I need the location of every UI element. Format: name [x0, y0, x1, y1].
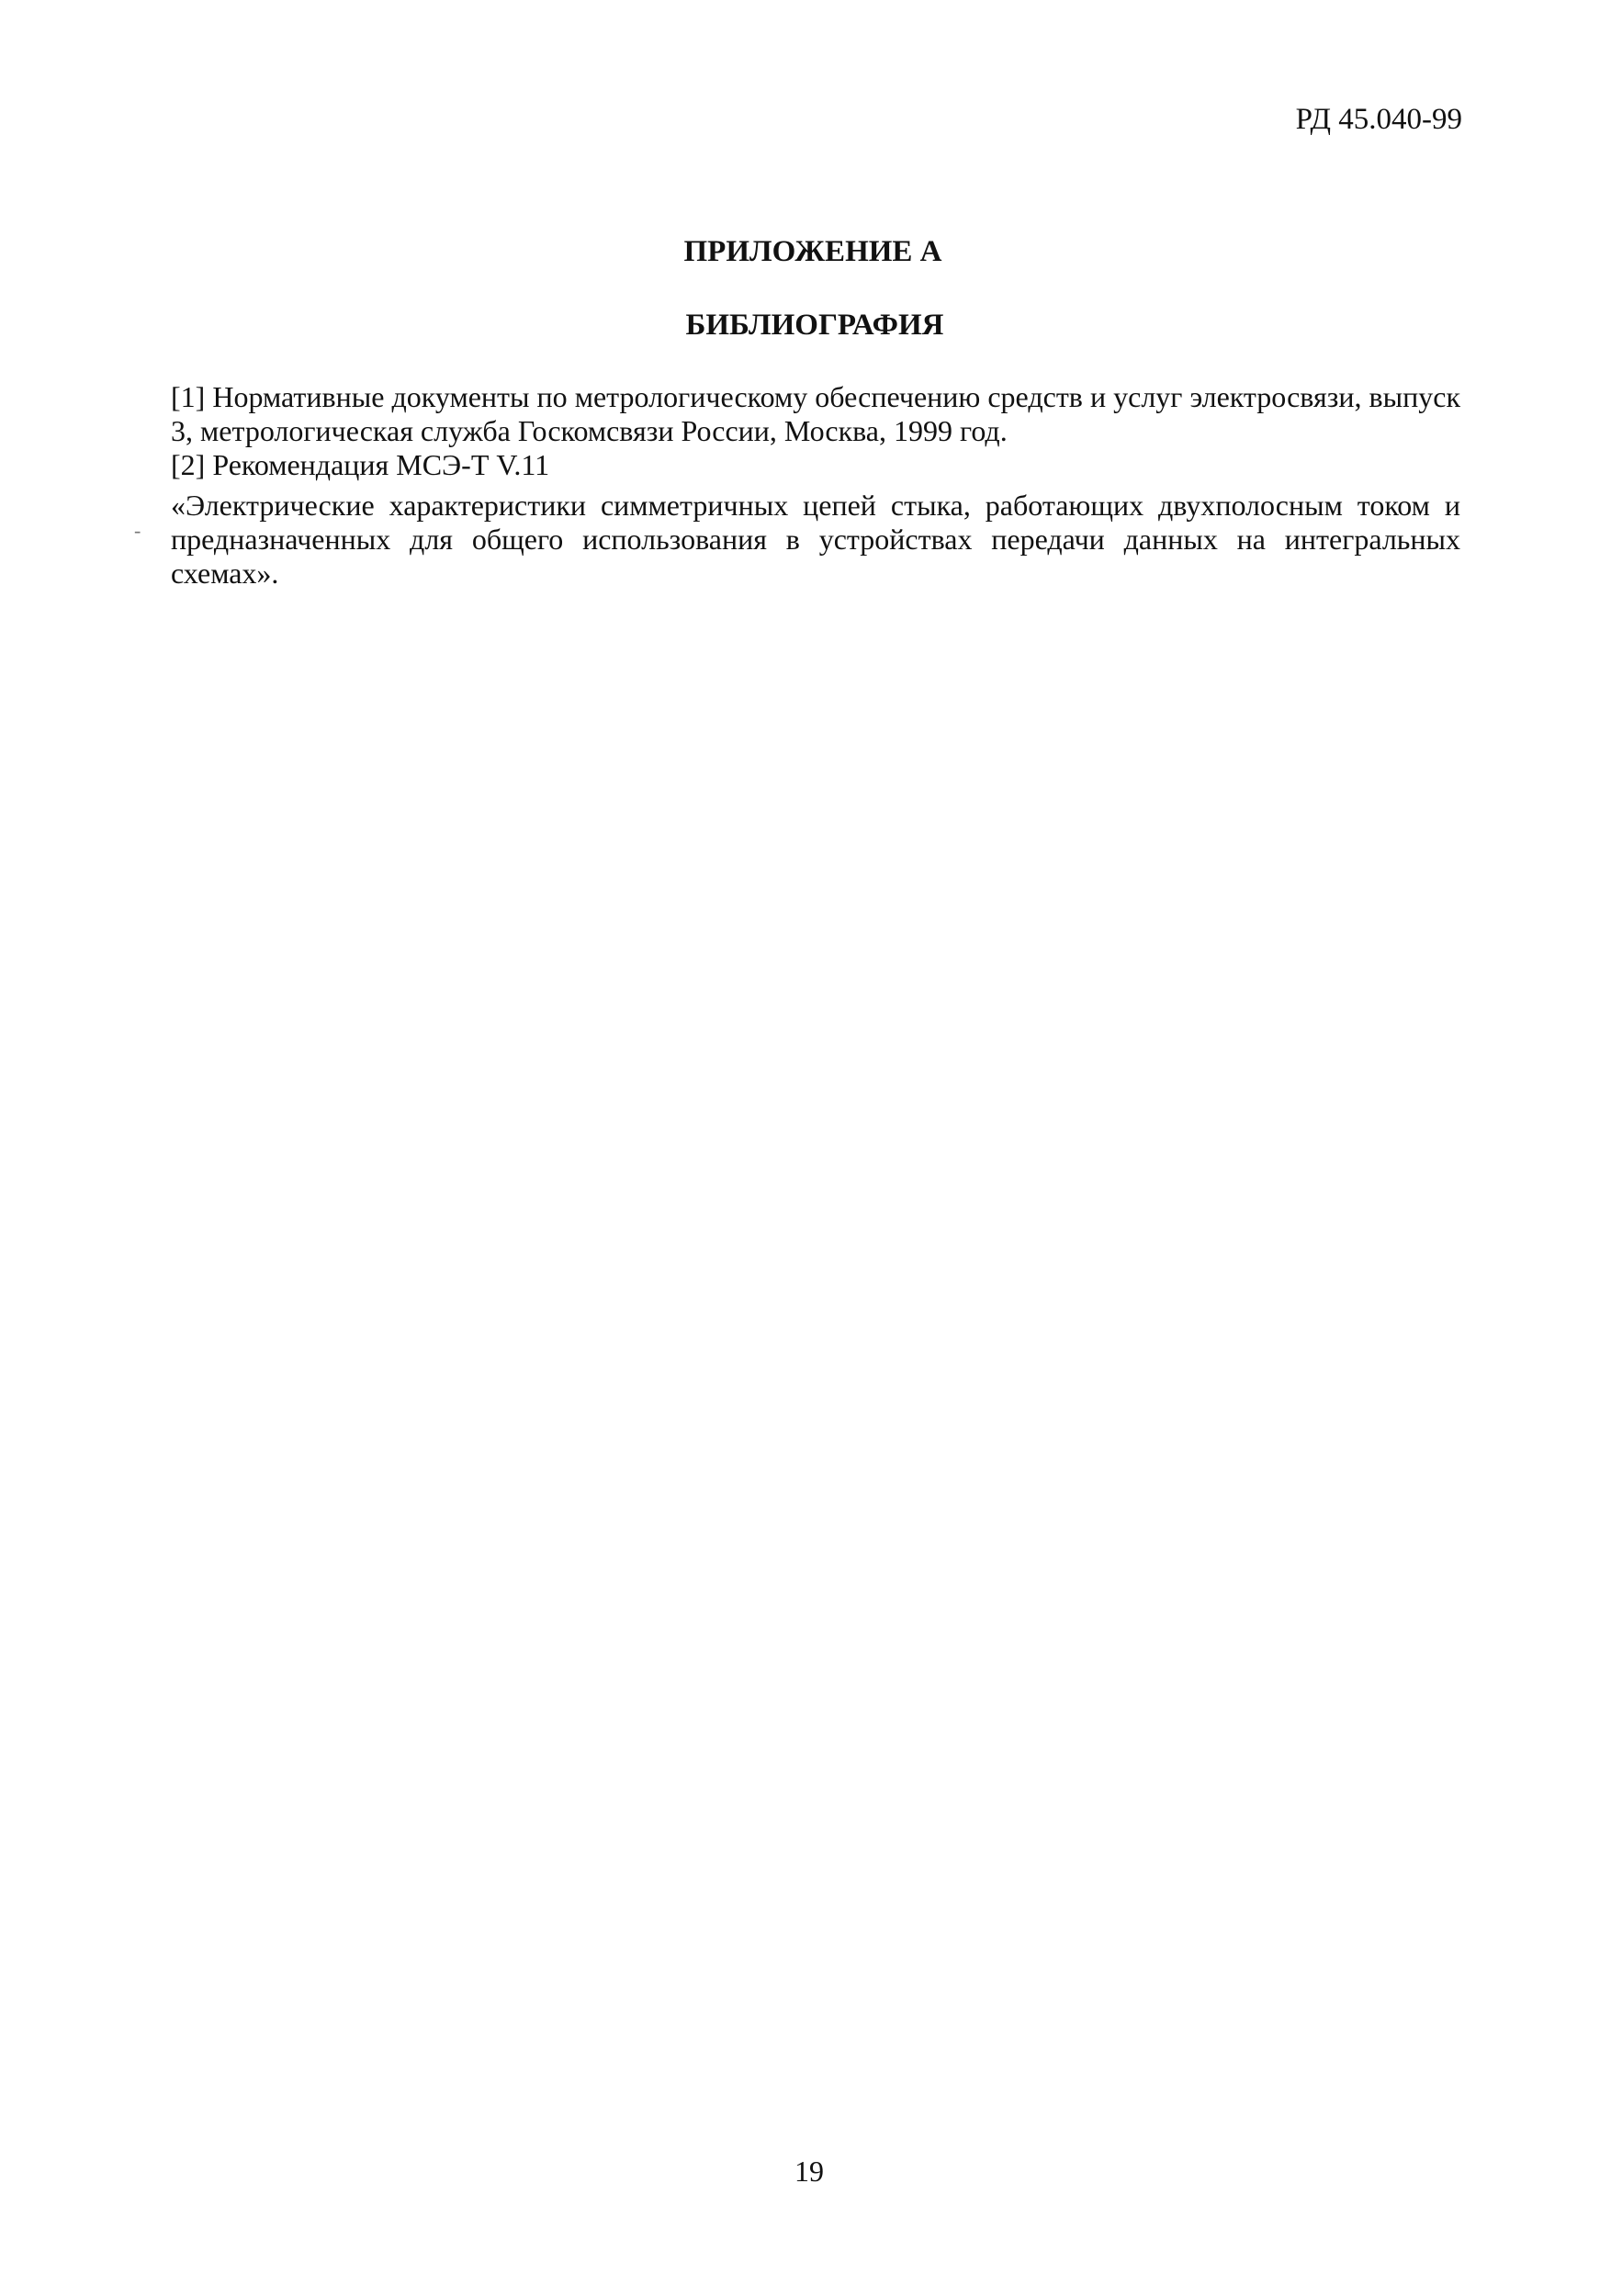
bibliography-entry-2: [2] Рекомендация МСЭ-Т V.11: [171, 448, 550, 481]
margin-mark: -: [134, 519, 141, 542]
document-code: РД 45.040-99: [1295, 103, 1462, 136]
appendix-title: ПРИЛОЖЕНИЕ А: [683, 235, 942, 268]
bibliography-entry-1: [1] Нормативные документы по метрологическому обеспечению средств и услуг электросвязи, выпуск 3, метрологическая служба Госкомсвязи России, Москва, 1999 год.: [171, 380, 1460, 447]
page-number: 19: [794, 2155, 824, 2188]
bibliography-list: [171, 380, 1460, 591]
section-title: БИБЛИОГРАФИЯ: [685, 309, 944, 342]
bibliography-entry-2-title: «Электрические характеристики симметричных цепей стыка, работающих двухполосным током и предназначенных для общего использования в устройствах передачи данных на интегральных схемах».: [171, 489, 1460, 590]
